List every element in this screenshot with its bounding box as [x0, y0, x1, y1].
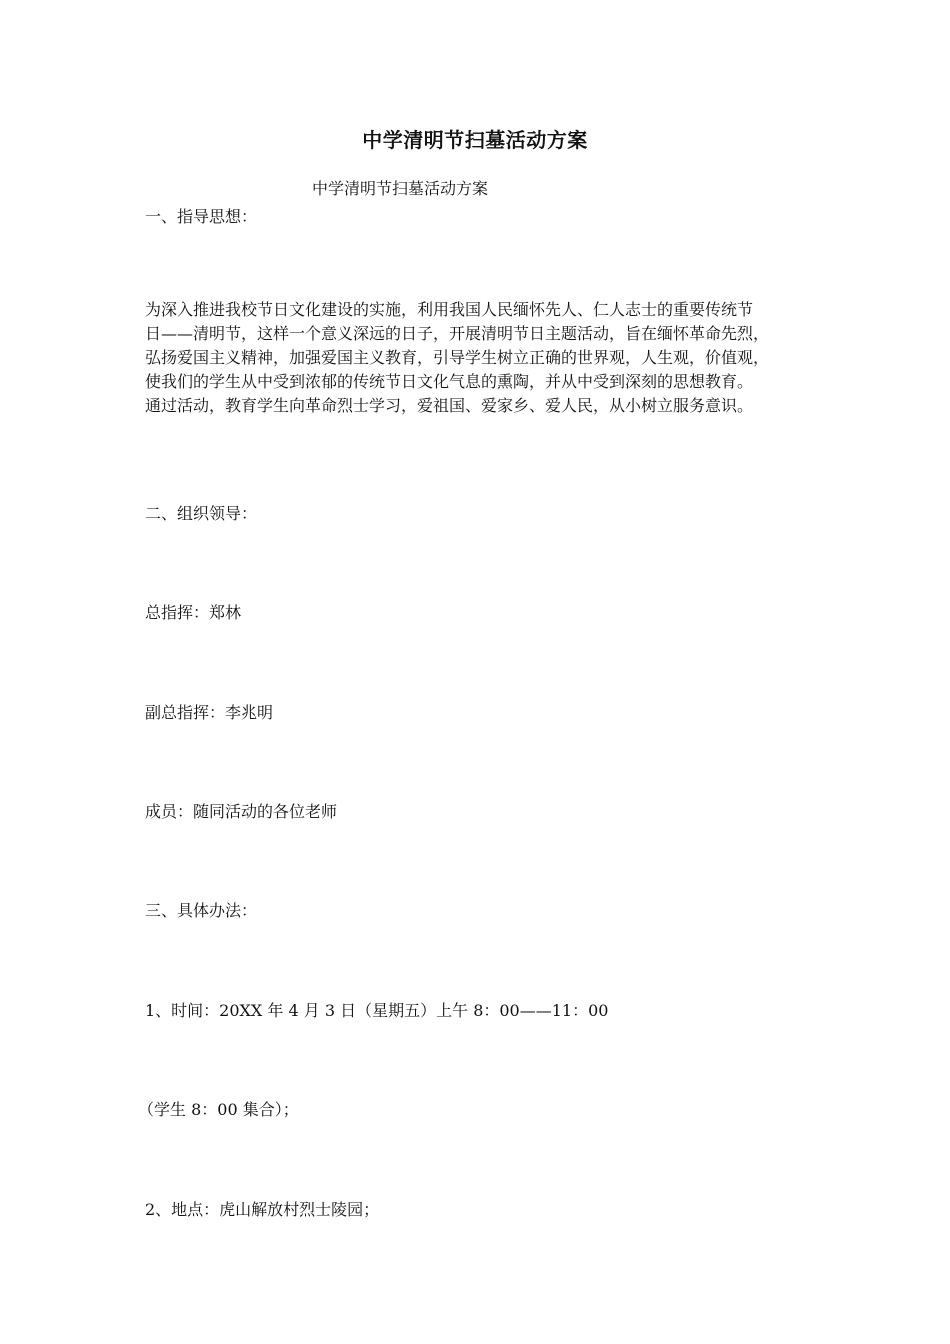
- guiding-ideology-paragraph: [145, 298, 815, 418]
- document-title: 中学清明节扫墓活动方案: [362, 128, 588, 152]
- members-line: 成员：随同活动的各位老师: [145, 802, 338, 821]
- paragraph-line: 通过活动，教育学生向革命烈士学习，爱祖国、爱家乡、爱人民，从小树立服务意识。: [145, 396, 754, 415]
- document-subtitle: 中学清明节扫墓活动方案: [312, 179, 489, 198]
- commander-line: 总指挥：郑林: [145, 603, 242, 622]
- paragraph-line: 弘扬爱国主义精神，加强爱国主义教育，引导学生树立正确的世界观，人生观，价值观，: [145, 348, 770, 367]
- vice-commander-line: 副总指挥：李兆明: [145, 703, 274, 722]
- paragraph-line: 使我们的学生从中受到浓郁的传统节日文化气息的熏陶，并从中受到深刻的思想教育。: [145, 372, 754, 391]
- paragraph-line: 日——清明节，这样一个意义深远的日子，开展清明节日主题活动，旨在缅怀革命先烈，: [145, 324, 770, 343]
- assembly-note-line: （学生 8：00 集合）；: [138, 1100, 299, 1119]
- section-heading-organization: 二、组织领导：: [145, 504, 258, 523]
- time-line: 1、时间：20XX 年 4 月 3 日（星期五）上午 8：00——11：00: [145, 1001, 609, 1020]
- section-heading-methods: 三、具体办法：: [145, 901, 258, 920]
- place-line: 2、地点：虎山解放村烈士陵园；: [145, 1200, 380, 1219]
- section-heading-guiding-ideology: 一、指导思想：: [145, 207, 258, 226]
- paragraph-line: 为深入推进我校节日文化建设的实施，利用我国人民缅怀先人、仁人志士的重要传统节: [145, 300, 754, 319]
